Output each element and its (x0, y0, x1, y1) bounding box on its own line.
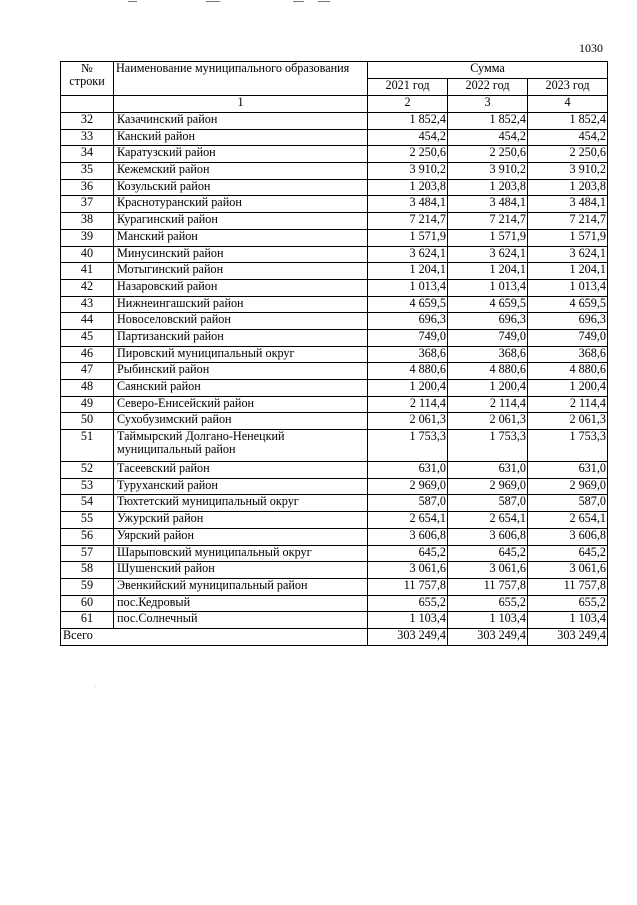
value-2021: 1 203,8 (368, 179, 448, 196)
table-row (61, 495, 608, 512)
municipality-name: Таймырский Долгано-Ненецкий муниципальный район (114, 430, 368, 462)
table-row (61, 163, 608, 180)
row-number: 39 (61, 229, 114, 246)
header-sum: Сумма (368, 62, 608, 79)
column-index-blank (61, 96, 114, 113)
header-municipality-name: Наименование муниципального образования (114, 62, 368, 96)
table-row (61, 196, 608, 213)
value-2021: 2 061,3 (368, 413, 448, 430)
value-2022: 2 061,3 (448, 413, 528, 430)
value-2022: 7 214,7 (448, 213, 528, 230)
row-number: 37 (61, 196, 114, 213)
value-2021: 1 013,4 (368, 279, 448, 296)
table-row (61, 279, 608, 296)
municipality-name: Каратузский район (114, 146, 368, 163)
value-2022: 3 061,6 (448, 562, 528, 579)
municipality-name: Назаровский район (114, 279, 368, 296)
value-2021: 655,2 (368, 595, 448, 612)
municipality-name: Саянский район (114, 380, 368, 397)
table-row (61, 229, 608, 246)
value-2023: 7 214,7 (528, 213, 608, 230)
table-row (61, 329, 608, 346)
value-2023: 3 061,6 (528, 562, 608, 579)
value-2023: 4 659,5 (528, 296, 608, 313)
municipality-name: Рыбинский район (114, 363, 368, 380)
table-row (61, 478, 608, 495)
value-2021: 1 753,3 (368, 430, 448, 462)
municipality-name: Туруханский район (114, 478, 368, 495)
total-2021: 303 249,4 (368, 628, 448, 645)
value-2023: 3 606,8 (528, 528, 608, 545)
table-row (61, 213, 608, 230)
table-row (61, 113, 608, 130)
value-2023: 2 654,1 (528, 512, 608, 529)
header-year-2023: 2023 год (528, 79, 608, 96)
value-2023: 587,0 (528, 495, 608, 512)
value-2021: 1 200,4 (368, 380, 448, 397)
value-2022: 2 250,6 (448, 146, 528, 163)
value-2022: 655,2 (448, 595, 528, 612)
value-2021: 587,0 (368, 495, 448, 512)
municipality-name: Ужурский район (114, 512, 368, 529)
value-2022: 696,3 (448, 313, 528, 330)
row-number: 56 (61, 528, 114, 545)
value-2023: 3 624,1 (528, 246, 608, 263)
value-2022: 1 204,1 (448, 263, 528, 280)
row-number: 60 (61, 595, 114, 612)
table-row (61, 545, 608, 562)
table-row (61, 396, 608, 413)
column-index-1: 1 (114, 96, 368, 113)
municipality-name: Тюхтетский муниципальный округ (114, 495, 368, 512)
value-2023: 4 880,6 (528, 363, 608, 380)
row-number: 59 (61, 578, 114, 595)
value-2022: 4 880,6 (448, 363, 528, 380)
table-footer (61, 628, 608, 645)
value-2021: 2 250,6 (368, 146, 448, 163)
column-index-2: 2 (368, 96, 448, 113)
row-number: 34 (61, 146, 114, 163)
total-row (61, 628, 608, 645)
value-2021: 3 061,6 (368, 562, 448, 579)
value-2023: 1 103,4 (528, 612, 608, 629)
value-2021: 2 654,1 (368, 512, 448, 529)
value-2023: 1 200,4 (528, 380, 608, 397)
value-2022: 1 103,4 (448, 612, 528, 629)
row-number: 50 (61, 413, 114, 430)
value-2021: 645,2 (368, 545, 448, 562)
value-2022: 587,0 (448, 495, 528, 512)
value-2023: 749,0 (528, 329, 608, 346)
table-row (61, 462, 608, 479)
value-2023: 2 250,6 (528, 146, 608, 163)
row-number: 42 (61, 279, 114, 296)
municipality-name: Партизанский район (114, 329, 368, 346)
row-number: 32 (61, 113, 114, 130)
value-2021: 7 214,7 (368, 213, 448, 230)
value-2022: 1 203,8 (448, 179, 528, 196)
header-row-number (61, 62, 114, 96)
value-2022: 1 852,4 (448, 113, 528, 130)
row-number: 46 (61, 346, 114, 363)
row-number: 49 (61, 396, 114, 413)
municipality-name: Краснотуранский район (114, 196, 368, 213)
value-2022: 454,2 (448, 129, 528, 146)
row-number: 48 (61, 380, 114, 397)
table-header (61, 62, 608, 113)
value-2023: 1 753,3 (528, 430, 608, 462)
header-year-2022: 2022 год (448, 79, 528, 96)
value-2023: 631,0 (528, 462, 608, 479)
value-2023: 2 114,4 (528, 396, 608, 413)
table-row (61, 263, 608, 280)
table-row (61, 578, 608, 595)
municipality-name: Минусинский район (114, 246, 368, 263)
value-2022: 3 910,2 (448, 163, 528, 180)
table-row (61, 512, 608, 529)
table-row (61, 612, 608, 629)
row-number: 55 (61, 512, 114, 529)
row-number: 52 (61, 462, 114, 479)
header-num-symbol: № (81, 61, 93, 75)
value-2023: 655,2 (528, 595, 608, 612)
municipality-name: Нижнеингашский район (114, 296, 368, 313)
municipality-name: Северо-Енисейский район (114, 396, 368, 413)
municipality-name: Сухобузимский район (114, 413, 368, 430)
value-2022: 2 969,0 (448, 478, 528, 495)
value-2022: 1 571,9 (448, 229, 528, 246)
row-number: 36 (61, 179, 114, 196)
row-number: 35 (61, 163, 114, 180)
value-2022: 3 606,8 (448, 528, 528, 545)
row-number: 33 (61, 129, 114, 146)
value-2022: 368,6 (448, 346, 528, 363)
value-2023: 11 757,8 (528, 578, 608, 595)
value-2021: 4 659,5 (368, 296, 448, 313)
value-2021: 1 204,1 (368, 263, 448, 280)
value-2022: 4 659,5 (448, 296, 528, 313)
municipality-name: Пировский муниципальный округ (114, 346, 368, 363)
table-row (61, 313, 608, 330)
table-row (61, 430, 608, 462)
municipality-name: Уярский район (114, 528, 368, 545)
table-row (61, 595, 608, 612)
table-row (61, 528, 608, 545)
value-2023: 1 852,4 (528, 113, 608, 130)
page-number: 1030 (579, 41, 603, 55)
value-2021: 631,0 (368, 462, 448, 479)
table-row (61, 179, 608, 196)
value-2022: 1 013,4 (448, 279, 528, 296)
total-label: Всего (61, 628, 368, 645)
value-2023: 1 204,1 (528, 263, 608, 280)
row-number: 45 (61, 329, 114, 346)
column-index-4: 4 (528, 96, 608, 113)
table-row (61, 129, 608, 146)
municipality-name: Тасеевский район (114, 462, 368, 479)
row-number: 41 (61, 263, 114, 280)
budget-table (60, 61, 608, 646)
value-2021: 2 114,4 (368, 396, 448, 413)
value-2022: 2 654,1 (448, 512, 528, 529)
header-num-word: строки (69, 74, 105, 88)
municipality-name: Козульский район (114, 179, 368, 196)
table-row (61, 413, 608, 430)
row-number: 40 (61, 246, 114, 263)
value-2023: 1 571,9 (528, 229, 608, 246)
value-2023: 2 969,0 (528, 478, 608, 495)
table-row (61, 363, 608, 380)
value-2021: 696,3 (368, 313, 448, 330)
scan-artifact-marks (0, 0, 637, 6)
municipality-name: Курагинский район (114, 213, 368, 230)
municipality-name: Шушенский район (114, 562, 368, 579)
value-2022: 11 757,8 (448, 578, 528, 595)
value-2022: 631,0 (448, 462, 528, 479)
value-2021: 4 880,6 (368, 363, 448, 380)
row-number: 47 (61, 363, 114, 380)
table-body (61, 113, 608, 629)
value-2021: 2 969,0 (368, 478, 448, 495)
value-2022: 2 114,4 (448, 396, 528, 413)
scan-speck (95, 686, 96, 687)
row-number: 38 (61, 213, 114, 230)
municipality-name: Шарыповский муниципальный округ (114, 545, 368, 562)
header-year-2021: 2021 год (368, 79, 448, 96)
table-row (61, 246, 608, 263)
value-2023: 1 013,4 (528, 279, 608, 296)
value-2023: 696,3 (528, 313, 608, 330)
table-row (61, 296, 608, 313)
table-row (61, 346, 608, 363)
value-2021: 454,2 (368, 129, 448, 146)
table-row (61, 146, 608, 163)
value-2021: 368,6 (368, 346, 448, 363)
column-index-row (61, 96, 608, 113)
value-2023: 368,6 (528, 346, 608, 363)
value-2021: 1 571,9 (368, 229, 448, 246)
value-2021: 3 624,1 (368, 246, 448, 263)
row-number: 61 (61, 612, 114, 629)
municipality-name: Манский район (114, 229, 368, 246)
value-2021: 3 606,8 (368, 528, 448, 545)
value-2021: 11 757,8 (368, 578, 448, 595)
row-number: 43 (61, 296, 114, 313)
row-number: 44 (61, 313, 114, 330)
row-number: 58 (61, 562, 114, 579)
municipality-name: Канский район (114, 129, 368, 146)
row-number: 57 (61, 545, 114, 562)
municipality-name: пос.Кедровый (114, 595, 368, 612)
municipality-name: Новоселовский район (114, 313, 368, 330)
municipality-name: Мотыгинский район (114, 263, 368, 280)
value-2023: 3 484,1 (528, 196, 608, 213)
value-2023: 454,2 (528, 129, 608, 146)
value-2023: 3 910,2 (528, 163, 608, 180)
row-number: 51 (61, 430, 114, 462)
municipality-name: Эвенкийский муниципальный район (114, 578, 368, 595)
value-2021: 749,0 (368, 329, 448, 346)
value-2023: 645,2 (528, 545, 608, 562)
value-2021: 1 852,4 (368, 113, 448, 130)
column-index-3: 3 (448, 96, 528, 113)
municipality-name: Кежемский район (114, 163, 368, 180)
total-2023: 303 249,4 (528, 628, 608, 645)
value-2023: 2 061,3 (528, 413, 608, 430)
value-2022: 1 753,3 (448, 430, 528, 462)
value-2021: 3 484,1 (368, 196, 448, 213)
total-2022: 303 249,4 (448, 628, 528, 645)
value-2022: 749,0 (448, 329, 528, 346)
value-2023: 1 203,8 (528, 179, 608, 196)
value-2022: 3 484,1 (448, 196, 528, 213)
value-2021: 3 910,2 (368, 163, 448, 180)
value-2022: 3 624,1 (448, 246, 528, 263)
value-2022: 645,2 (448, 545, 528, 562)
row-number: 54 (61, 495, 114, 512)
municipality-name: Казачинский район (114, 113, 368, 130)
value-2022: 1 200,4 (448, 380, 528, 397)
value-2021: 1 103,4 (368, 612, 448, 629)
municipality-name: пос.Солнечный (114, 612, 368, 629)
table-row (61, 562, 608, 579)
table-row (61, 380, 608, 397)
row-number: 53 (61, 478, 114, 495)
